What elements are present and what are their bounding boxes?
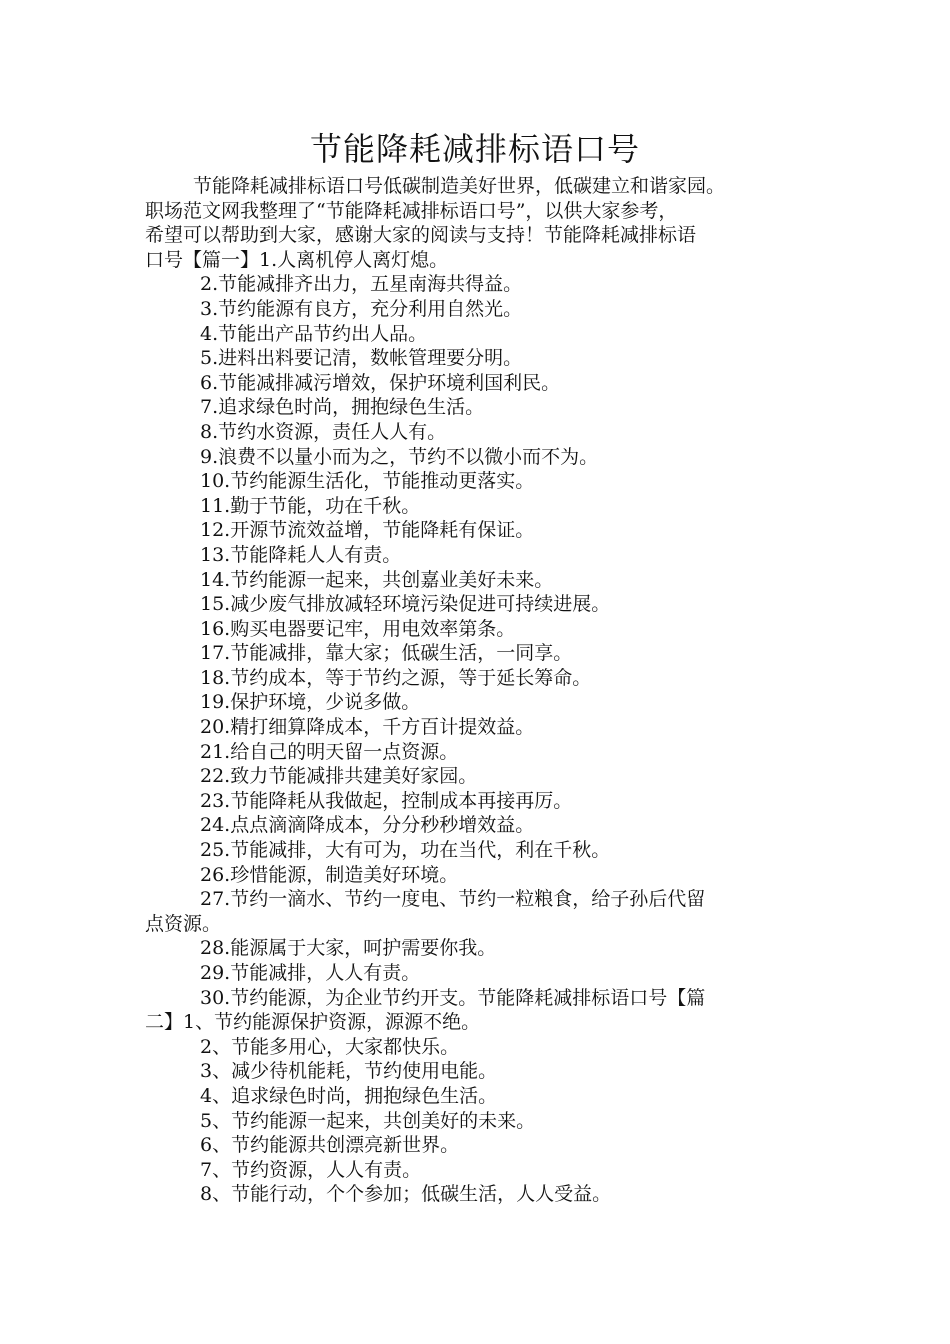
slogan-item: 26.珍惜能源，制造美好环境。 (200, 863, 459, 886)
slogan-item: 2、节能多用心，大家都快乐。 (200, 1035, 460, 1058)
slogan-item: 18.节约成本，等于节约之源，等于延长筹命。 (200, 666, 592, 689)
slogan-item: 4.节能出产品节约出人品。 (200, 322, 428, 345)
slogan-item: 20.精打细算降成本，千方百计提效益。 (200, 716, 535, 739)
slogan-item: 23.节能降耗从我做起，控制成本再接再厉。 (200, 789, 573, 812)
slogan-item: 7.追求绿色时尚，拥抱绿色生活。 (200, 396, 485, 419)
slogan-item: 29.节能减排，人人有责。 (200, 962, 421, 984)
slogan-item: 3.节约能源有良方，充分利用自然光。 (200, 297, 523, 320)
slogan-item-continuation: 二】1、节约能源保护资源，源源不绝。 (145, 1011, 481, 1034)
slogan-item: 6.节能减排减污增效，保护环境利国利民。 (200, 371, 561, 394)
slogan-item: 9.浪费不以量小而为之，节约不以微小而不为。 (200, 445, 599, 468)
slogan-item: 5、节约能源一起来，共创美好的未来。 (200, 1109, 536, 1132)
slogan-item: 4、追求绿色时尚，拥抱绿色生活。 (200, 1084, 498, 1107)
intro-line: 职场范文网我整理了“节能降耗减排标语口号”，以供大家参考， (145, 199, 678, 222)
slogan-item: 16.购买电器要记牢，用电效率第条。 (200, 617, 516, 640)
slogan-item: 15.减少废气排放减轻环境污染促进可持续进展。 (200, 593, 611, 616)
slogan-item: 5.进料出料要记清，数帐管理要分明。 (200, 347, 523, 370)
slogan-item: 30.节约能源，为企业节约开支。节能降耗减排标语口号【篇 (200, 986, 706, 1009)
slogan-item: 2.节能减排齐出力，五星南海共得益。 (200, 273, 523, 296)
slogan-item: 13.节能降耗人人有责。 (200, 543, 402, 566)
slogan-item: 12.开源节流效益增，节能降耗有保证。 (200, 519, 535, 542)
slogan-item: 25.节能减排，大有可为，功在当代，利在千秋。 (200, 839, 611, 862)
slogan-item-continuation: 点资源。 (145, 912, 222, 935)
slogan-item: 10.节约能源生活化，节能推动更落实。 (200, 470, 535, 493)
slogan-item: 6、节约能源共创漂亮新世界。 (200, 1134, 460, 1157)
intro-line: 节能降耗减排标语口号低碳制造美好世界，低碳建立和谐家园。 (193, 175, 726, 197)
slogan-item: 11.勤于节能，功在千秋。 (200, 494, 421, 517)
slogan-item: 21.给自己的明天留一点资源。 (200, 740, 459, 763)
slogan-item: 3、减少待机能耗，节约使用电能。 (200, 1060, 498, 1083)
intro-line: 口号【篇一】1.人离机停人离灯熄。 (145, 248, 449, 271)
slogan-item: 8.节约水资源，责任人人有。 (200, 420, 447, 443)
slogan-item: 19.保护环境，少说多做。 (200, 691, 421, 714)
slogan-item: 8、节能行动，个个参加；低碳生活，人人受益。 (200, 1183, 612, 1206)
slogan-item: 7、节约资源，人人有责。 (200, 1158, 422, 1181)
document-body (145, 174, 820, 1207)
slogan-item: 17.节能减排，靠大家；低碳生活，一同享。 (200, 642, 573, 665)
slogan-item: 28.能源属于大家，呵护需要你我。 (200, 937, 497, 960)
document-title: 节能降耗减排标语口号 (309, 130, 640, 168)
intro-line: 希望可以帮助到大家，感谢大家的阅读与支持！节能降耗减排标语 (145, 224, 697, 247)
slogan-item: 24.点点滴滴降成本，分分秒秒增效益。 (200, 814, 535, 837)
slogan-item: 27.节约一滴水、节约一度电、节约一粒粮食，给子孙后代留 (200, 888, 706, 911)
slogan-item: 14.节约能源一起来，共创嘉业美好未来。 (200, 568, 554, 591)
slogan-item: 22.致力节能减排共建美好家园。 (200, 765, 478, 788)
